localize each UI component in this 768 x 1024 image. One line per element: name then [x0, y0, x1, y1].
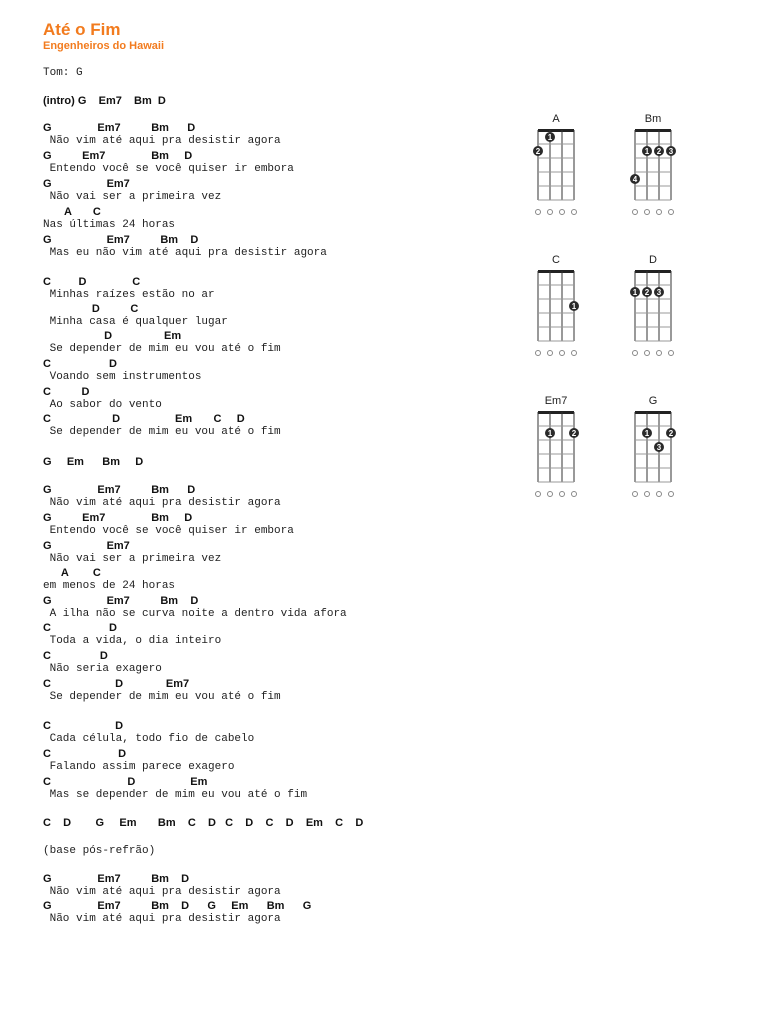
chord-diagram-label: A [552, 113, 560, 125]
chord-line: C D [43, 720, 124, 732]
lyric-line: Não seria exagero [43, 663, 162, 675]
chord-line: C D [43, 386, 90, 398]
chord-diagram-d [630, 254, 674, 356]
chord-diagram-c [536, 254, 580, 356]
lyric-line: Voando sem instrumentos [43, 371, 202, 383]
open-string-marker [645, 210, 650, 215]
lyric-line: Se depender de mim eu vou até o fim [43, 426, 281, 438]
chord-line: D C [43, 303, 139, 315]
finger-number: 2 [535, 147, 541, 156]
finger-number: 2 [656, 147, 662, 156]
lyric-line: Falando assim parece exagero [43, 761, 235, 773]
chord-diagram-label: Bm [644, 113, 662, 125]
lyric-line: (base pós-refrão) [43, 845, 156, 857]
finger-number: 3 [656, 443, 662, 452]
chord-line: G Em7 Bm D [43, 484, 196, 496]
lyric-line: Não vai ser a primeira vez [43, 191, 222, 203]
chord-line: G Em7 Bm D [43, 122, 196, 134]
nut [538, 411, 574, 414]
chord-line: G Em7 [43, 540, 130, 552]
open-string-marker [633, 351, 638, 356]
chord-line: (intro) G Em7 Bm D [43, 95, 166, 107]
chord-line: C D Em7 [43, 678, 190, 690]
chord-line: C D C [43, 276, 141, 288]
chord-line: C D [43, 358, 117, 370]
lyric-line: Nas últimas 24 horas [43, 219, 176, 231]
open-string-marker [669, 492, 674, 497]
lyric-line: Cada célula, todo fio de cabelo [43, 733, 255, 745]
open-string-marker [633, 492, 638, 497]
finger-dot [642, 146, 652, 156]
open-string-marker [536, 492, 541, 497]
chord-line: C D Em C D [43, 413, 245, 425]
open-string-marker [657, 492, 662, 497]
finger-number: 2 [644, 288, 650, 297]
chord-line: C D [43, 622, 117, 634]
chord-diagram-label: D [649, 254, 657, 266]
finger-number: 1 [547, 133, 553, 142]
finger-number: 3 [656, 288, 662, 297]
chord-diagram-panel [520, 100, 768, 500]
finger-dot [654, 287, 664, 297]
chord-diagram-label: C [552, 254, 560, 266]
finger-dot [654, 146, 664, 156]
chord-line: G Em7 Bm D [43, 234, 199, 246]
nut [635, 129, 671, 132]
finger-dot [545, 428, 555, 438]
nut [635, 270, 671, 273]
nut [538, 270, 574, 273]
song-title: Até o Fim [43, 20, 121, 39]
lyric-line: Mas eu não vim até aqui pra desistir agora [43, 247, 327, 259]
open-string-marker [633, 210, 638, 215]
lyric-line: Minha casa é qualquer lugar [43, 316, 228, 328]
chord-diagram-label: G [648, 395, 658, 407]
chord-line: G Em7 Bm D [43, 595, 199, 607]
open-string-marker [645, 351, 650, 356]
finger-number: 2 [668, 429, 674, 438]
lyric-line: A ilha não se curva noite a dentro vida afora [43, 608, 347, 620]
song-artist: Engenheiros do Hawaii [43, 40, 165, 52]
open-string-marker [548, 210, 553, 215]
finger-dot [569, 301, 579, 311]
chord-diagram-em7 [536, 395, 580, 497]
open-string-marker [645, 492, 650, 497]
chord-line: D Em [43, 330, 182, 342]
open-string-marker [669, 351, 674, 356]
lyric-line: Não vim até aqui pra desistir agora [43, 886, 281, 898]
open-string-marker [536, 351, 541, 356]
chord-diagram-bm [630, 113, 676, 215]
finger-dot [630, 287, 640, 297]
finger-number: 3 [668, 147, 674, 156]
chord-line: A C [43, 206, 101, 218]
lyric-line: Toda a vida, o dia inteiro [43, 635, 222, 647]
nut [538, 129, 574, 132]
open-string-marker [572, 351, 577, 356]
lyric-line: Ao sabor do vento [43, 399, 162, 411]
lyric-line: Entendo você se você quiser ir embora [43, 163, 294, 175]
lyric-line: Não vim até aqui pra desistir agora [43, 497, 281, 509]
lyric-line: Se depender de mim eu vou até o fim [43, 691, 281, 703]
chord-line: C D Em [43, 776, 208, 788]
chord-line: G Em7 Bm D [43, 873, 190, 885]
open-string-marker [572, 492, 577, 497]
chord-line: G Em Bm D [43, 456, 144, 468]
lyric-line: Tom: G [43, 67, 83, 79]
chord-line: G Em7 Bm D [43, 150, 193, 162]
finger-dot [642, 287, 652, 297]
finger-dot [666, 428, 676, 438]
chord-diagram-label: Em7 [544, 395, 568, 407]
open-string-marker [572, 210, 577, 215]
chord-line: G Em7 Bm D [43, 512, 193, 524]
chord-line: C D [43, 748, 127, 760]
open-string-marker [548, 351, 553, 356]
lyric-line: Minhas raízes estão no ar [43, 289, 215, 301]
finger-dot [666, 146, 676, 156]
finger-dot [533, 146, 543, 156]
finger-dot [545, 132, 555, 142]
lyric-line: Mas se depender de mim eu vou até o fim [43, 789, 308, 801]
lyric-line: Não vim até aqui pra desistir agora [43, 135, 281, 147]
open-string-marker [669, 210, 674, 215]
open-string-marker [560, 492, 565, 497]
finger-dot [630, 174, 640, 184]
nut [635, 411, 671, 414]
finger-number: 1 [644, 429, 650, 438]
lyric-line: Não vai ser a primeira vez [43, 553, 222, 565]
chord-diagram-a [533, 113, 577, 215]
chord-line: G Em7 Bm D G Em Bm G [43, 900, 312, 912]
finger-number: 1 [632, 288, 638, 297]
chord-line: C D G Em Bm C D C D C D Em C D [43, 817, 364, 829]
open-string-marker [548, 492, 553, 497]
open-string-marker [536, 210, 541, 215]
open-string-marker [657, 351, 662, 356]
finger-dot [569, 428, 579, 438]
finger-number: 1 [547, 429, 553, 438]
open-string-marker [560, 210, 565, 215]
open-string-marker [560, 351, 565, 356]
chord-line: G Em7 [43, 178, 130, 190]
lyric-line: Se depender de mim eu vou até o fim [43, 343, 281, 355]
finger-dot [642, 428, 652, 438]
chord-diagram-g [633, 395, 677, 497]
finger-number: 2 [571, 429, 577, 438]
chord-line: A C [43, 567, 101, 579]
lyric-line: em menos de 24 horas [43, 580, 176, 592]
chord-line: C D [43, 650, 108, 662]
finger-dot [654, 442, 664, 452]
chord-diagrams-svg [520, 100, 768, 500]
finger-number: 1 [571, 302, 577, 311]
open-string-marker [657, 210, 662, 215]
lyric-line: Entendo você se você quiser ir embora [43, 525, 294, 537]
finger-number: 1 [644, 147, 650, 156]
lyric-line: Não vim até aqui pra desistir agora [43, 913, 281, 925]
finger-number: 4 [632, 175, 638, 184]
